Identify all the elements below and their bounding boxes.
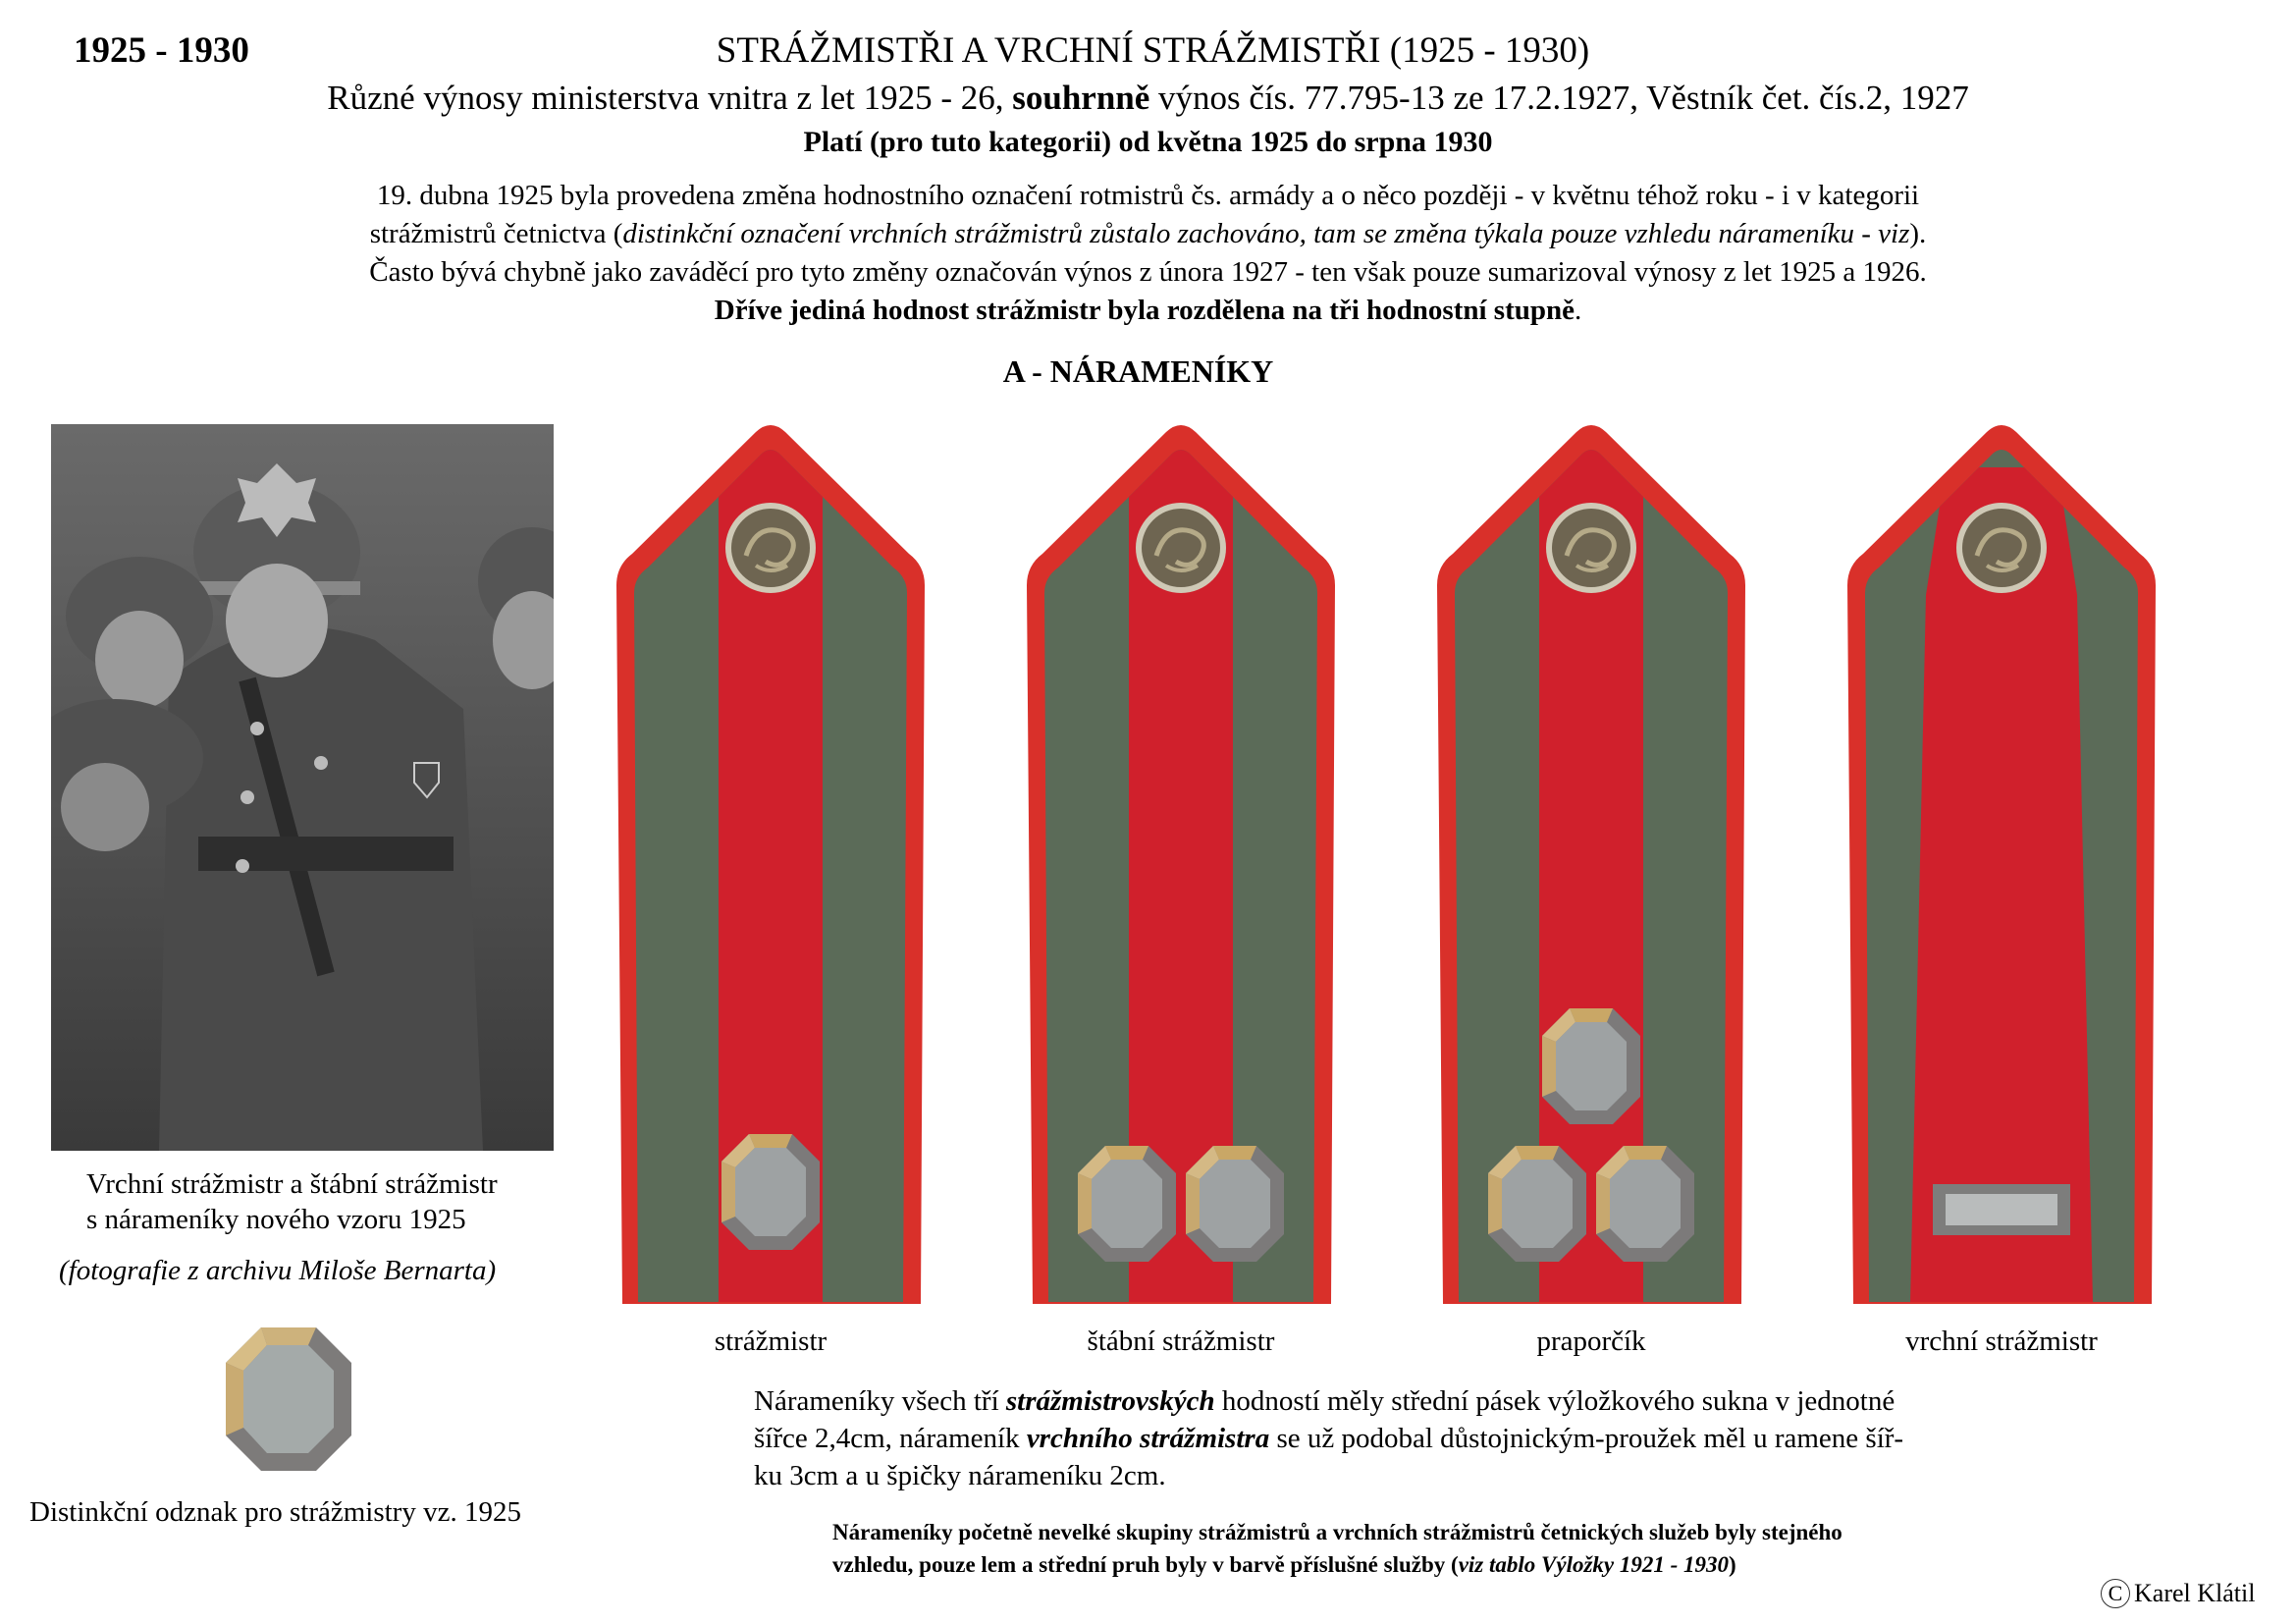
- epaulette-rank-label: praporčík: [1536, 1326, 1646, 1357]
- section-title: A - NÁRAMENÍKY: [1002, 353, 1274, 389]
- rank-star: [1488, 1146, 1586, 1262]
- epaulette: [609, 418, 933, 1308]
- epaulette-rank-label: štábní strážmistr: [1087, 1326, 1275, 1357]
- epaulette: [1429, 418, 1753, 1308]
- validity-line: Platí (pro tuto kategorii) od května 1925 do srpna 1930: [803, 126, 1493, 158]
- rank-bar: [1933, 1184, 2070, 1235]
- description-paragraph: Nárameníky všech tří strážmistrovských hodností měly střední pásek výložkového sukna v jednotné šířce 2,4cm, nárameník vrchního strážmistra se už podobal důstojnickým-proužek měl u ramene šíř- ku 3cm a u špičky nárameníku 2cm.: [754, 1385, 1904, 1491]
- copyright: [2101, 1579, 2255, 1608]
- photo-credit: (fotografie z archivu Miloše Bernarta): [59, 1255, 497, 1286]
- historical-photo: [51, 424, 554, 1151]
- epaulette-rank-label: strážmistr: [714, 1326, 828, 1357]
- service-note: Nárameníky početně nevelké skupiny strážmistrů a vrchních strážmistrů četnických služeb byly stejného vzhledu, pouze lem a střední pruh byly v barvě příslušné služby (viz tablo Výložky 1921 - 1930): [832, 1520, 1842, 1577]
- button-icon: [1956, 503, 2047, 593]
- photo-caption: Vrchní strážmistr a štábní strážmistr s nárameníky nového vzoru 1925: [86, 1168, 498, 1235]
- epaulette: [1019, 418, 1343, 1308]
- rank-star: [1186, 1146, 1284, 1262]
- button-icon: [1136, 503, 1226, 593]
- button-icon: [725, 503, 816, 593]
- rank-star: [1078, 1146, 1176, 1262]
- rank-star: [1596, 1146, 1694, 1262]
- author-name: Karel Klátil: [2134, 1579, 2256, 1607]
- rank-star-badge: [224, 1326, 353, 1473]
- epaulette-rank-label: vrchní strážmistr: [1905, 1326, 2098, 1357]
- rank-star: [1542, 1008, 1640, 1124]
- page-title: STRÁŽMISTŘI A VRCHNÍ STRÁŽMISTŘI (1925 - 1930): [716, 30, 1590, 71]
- badge-caption: Distinkční odznak pro strážmistry vz. 1925: [29, 1496, 521, 1528]
- copyright-icon: C: [2101, 1579, 2130, 1608]
- page-subtitle: Různé výnosy ministerstva vnitra z let 1925 - 26, souhrnně výnos čís. 77.795-13 ze 17.2.1927, Věstník čet. čís.2, 1927: [327, 79, 1969, 117]
- button-icon: [1546, 503, 1636, 593]
- epaulette: [1840, 418, 2163, 1308]
- intro-paragraph: 19. dubna 1925 byla provedena změna hodnostního označení rotmistrů čs. armády a o něco později - v květnu téhož roku - i v kategorii strážmistrů četnictva (distinkční označení vrchních strážmistrů zůstalo zachováno, tam se změna týkala pouze vzhledu nárameníku - viz). Často bývá chybně jako zaváděcí pro tyto změny označován výnos z února 1927 - ten však pouze sumarizoval výnosy z let 1925 a 1926. Dříve jediná hodnost strážmistr byla rozdělena na tři hodnostní stupně.: [369, 180, 1927, 326]
- period-label: 1925 - 1930: [74, 30, 249, 71]
- rank-star: [721, 1134, 820, 1250]
